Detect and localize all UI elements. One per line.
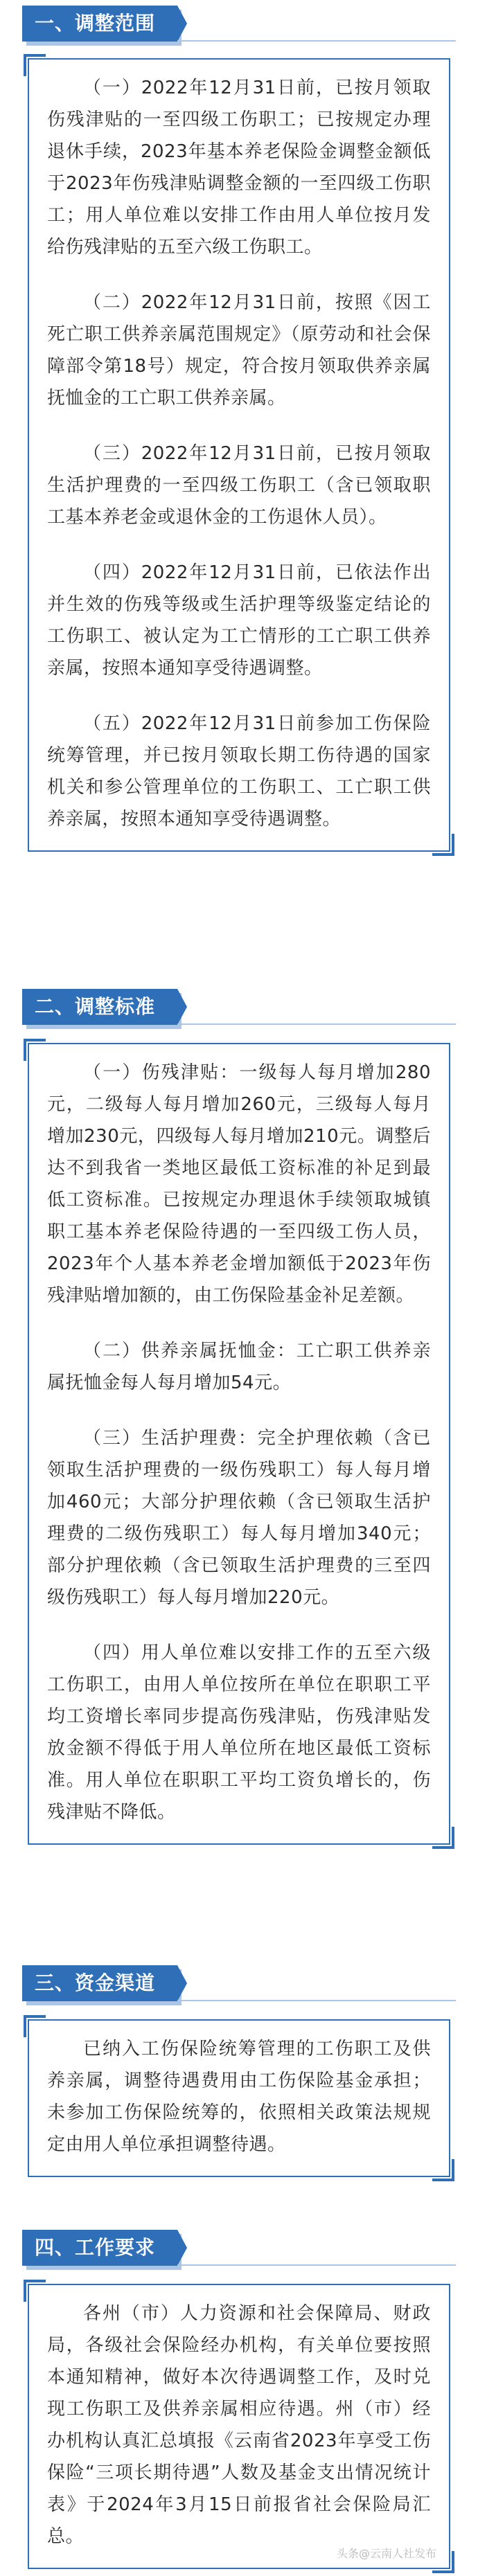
section-header xyxy=(22,989,456,1028)
section-adjustment-scope xyxy=(0,6,478,830)
paragraph: （三）2022年12月31日前，已按月领取生活护理费的一至四级工伤职工（含已领取职工基本养老金或退休金的工伤退休人员）。 xyxy=(47,443,431,528)
paragraph: （一）伤残津贴：一级每人每月增加280元，二级每人每月增加260元，三级每人每月增加230元，四级每人每月增加210元。调整后达不到我省一类地区最低工资标准的补足到最低工资标准。已按规定办理退休手续领取城镇职工基本养老保险待遇的一至四级工伤人员，2023年个人基本养老金增加额低于2023年伤残津贴增加额的，由工伤保险基金补足差额。 xyxy=(47,1062,431,1306)
paragraph: （二）2022年12月31日前，按照《因工死亡职工供养亲属范围规定》（原劳动和社会保障部令第18号）规定，符合按月领取供养亲属抚恤金的工亡职工供养亲属。 xyxy=(47,292,431,409)
paragraph: （一）2022年12月31日前，已按月领取伤残津贴的一至四级工伤职工；已按规定办理退休手续，2023年基本养老保险金调整金额低于2023年伤残津贴调整金额的一至四级工伤职工；用人单位难以安排工作由用人单位按月发给伤残津贴的五至六级工伤职工。 xyxy=(47,78,431,258)
section-content-box xyxy=(28,58,450,852)
section-title: 四、工作要求 xyxy=(22,2230,177,2266)
watermark: 头条@云南人社发布 xyxy=(336,2547,436,2560)
section-header xyxy=(22,2230,456,2269)
paragraph: 已纳入工伤保险统筹管理的工伤职工及供养亲属，调整待遇费用由工伤保险基金承担；未参加工伤保险统筹的，依照相关政策法规规定由用人单位承担调整待遇。 xyxy=(47,2039,431,2155)
section-work-requirements xyxy=(0,2230,478,2547)
paragraph: （三）生活护理费：完全护理依赖（含已领取生活护理费的一级伤残职工）每人每月增加460元；大部分护理依赖（含已领取生活护理费的二级伤残职工）每人每月增加340元；部分护理依赖（含已领取生活护理费的三至四级伤残职工）每人每月增加220元。 xyxy=(47,1428,431,1608)
section-title: 三、资金渠道 xyxy=(22,1965,177,2001)
header-rule xyxy=(177,40,456,42)
paragraph: （二）供养亲属抚恤金：工亡职工供养亲属抚恤金每人每月增加54元。 xyxy=(47,1341,431,1393)
section-content-box xyxy=(28,1043,450,1845)
paragraph: 各州（市）人力资源和社会保障局、财政局，各级社会保险经办机构，有关单位要按照本通知精神，做好本次待遇调整工作，及时兑现工伤职工及供养亲属相应待遇。州（市）经办机构认真汇总填报《云南省2023年享受工伤保险“三项长期待遇”人数及基金支出情况统计表》于2024年3月15日前报省社会保险局汇总。 xyxy=(47,2303,431,2547)
header-rule xyxy=(177,2000,456,2001)
paragraph: （四）用人单位难以安排工作的五至六级工伤职工，由用人单位按所在单位在职职工平均工资增长率同步提高伤残津贴，伤残津贴发放金额不得低于用人单位所在地区最低工资标准。用人单位在职职工平均工资负增长的，伤残津贴不降低。 xyxy=(47,1643,431,1823)
section-funding-channel xyxy=(0,1965,478,2155)
section-header xyxy=(22,1965,456,2004)
header-rule xyxy=(177,2264,456,2266)
section-content-box xyxy=(28,2284,450,2569)
section-adjustment-standard xyxy=(0,989,478,1823)
paragraph: （五）2022年12月31日前参加工伤保险统筹管理，并已按月领取长期工伤待遇的国家机关和参公管理单位的工伤职工、工亡职工供养亲属，按照本通知享受待遇调整。 xyxy=(47,713,431,830)
paragraph: （四）2022年12月31日前，已依法作出并生效的伤残等级或生活护理等级鉴定结论的工伤职工、被认定为工亡情形的工亡职工供养亲属，按照本通知享受待遇调整。 xyxy=(47,562,431,679)
section-header xyxy=(22,6,456,44)
section-content-box xyxy=(28,2019,450,2177)
section-title: 一、调整范围 xyxy=(22,6,177,42)
header-rule xyxy=(177,1023,456,1025)
section-title: 二、调整标准 xyxy=(22,989,177,1025)
